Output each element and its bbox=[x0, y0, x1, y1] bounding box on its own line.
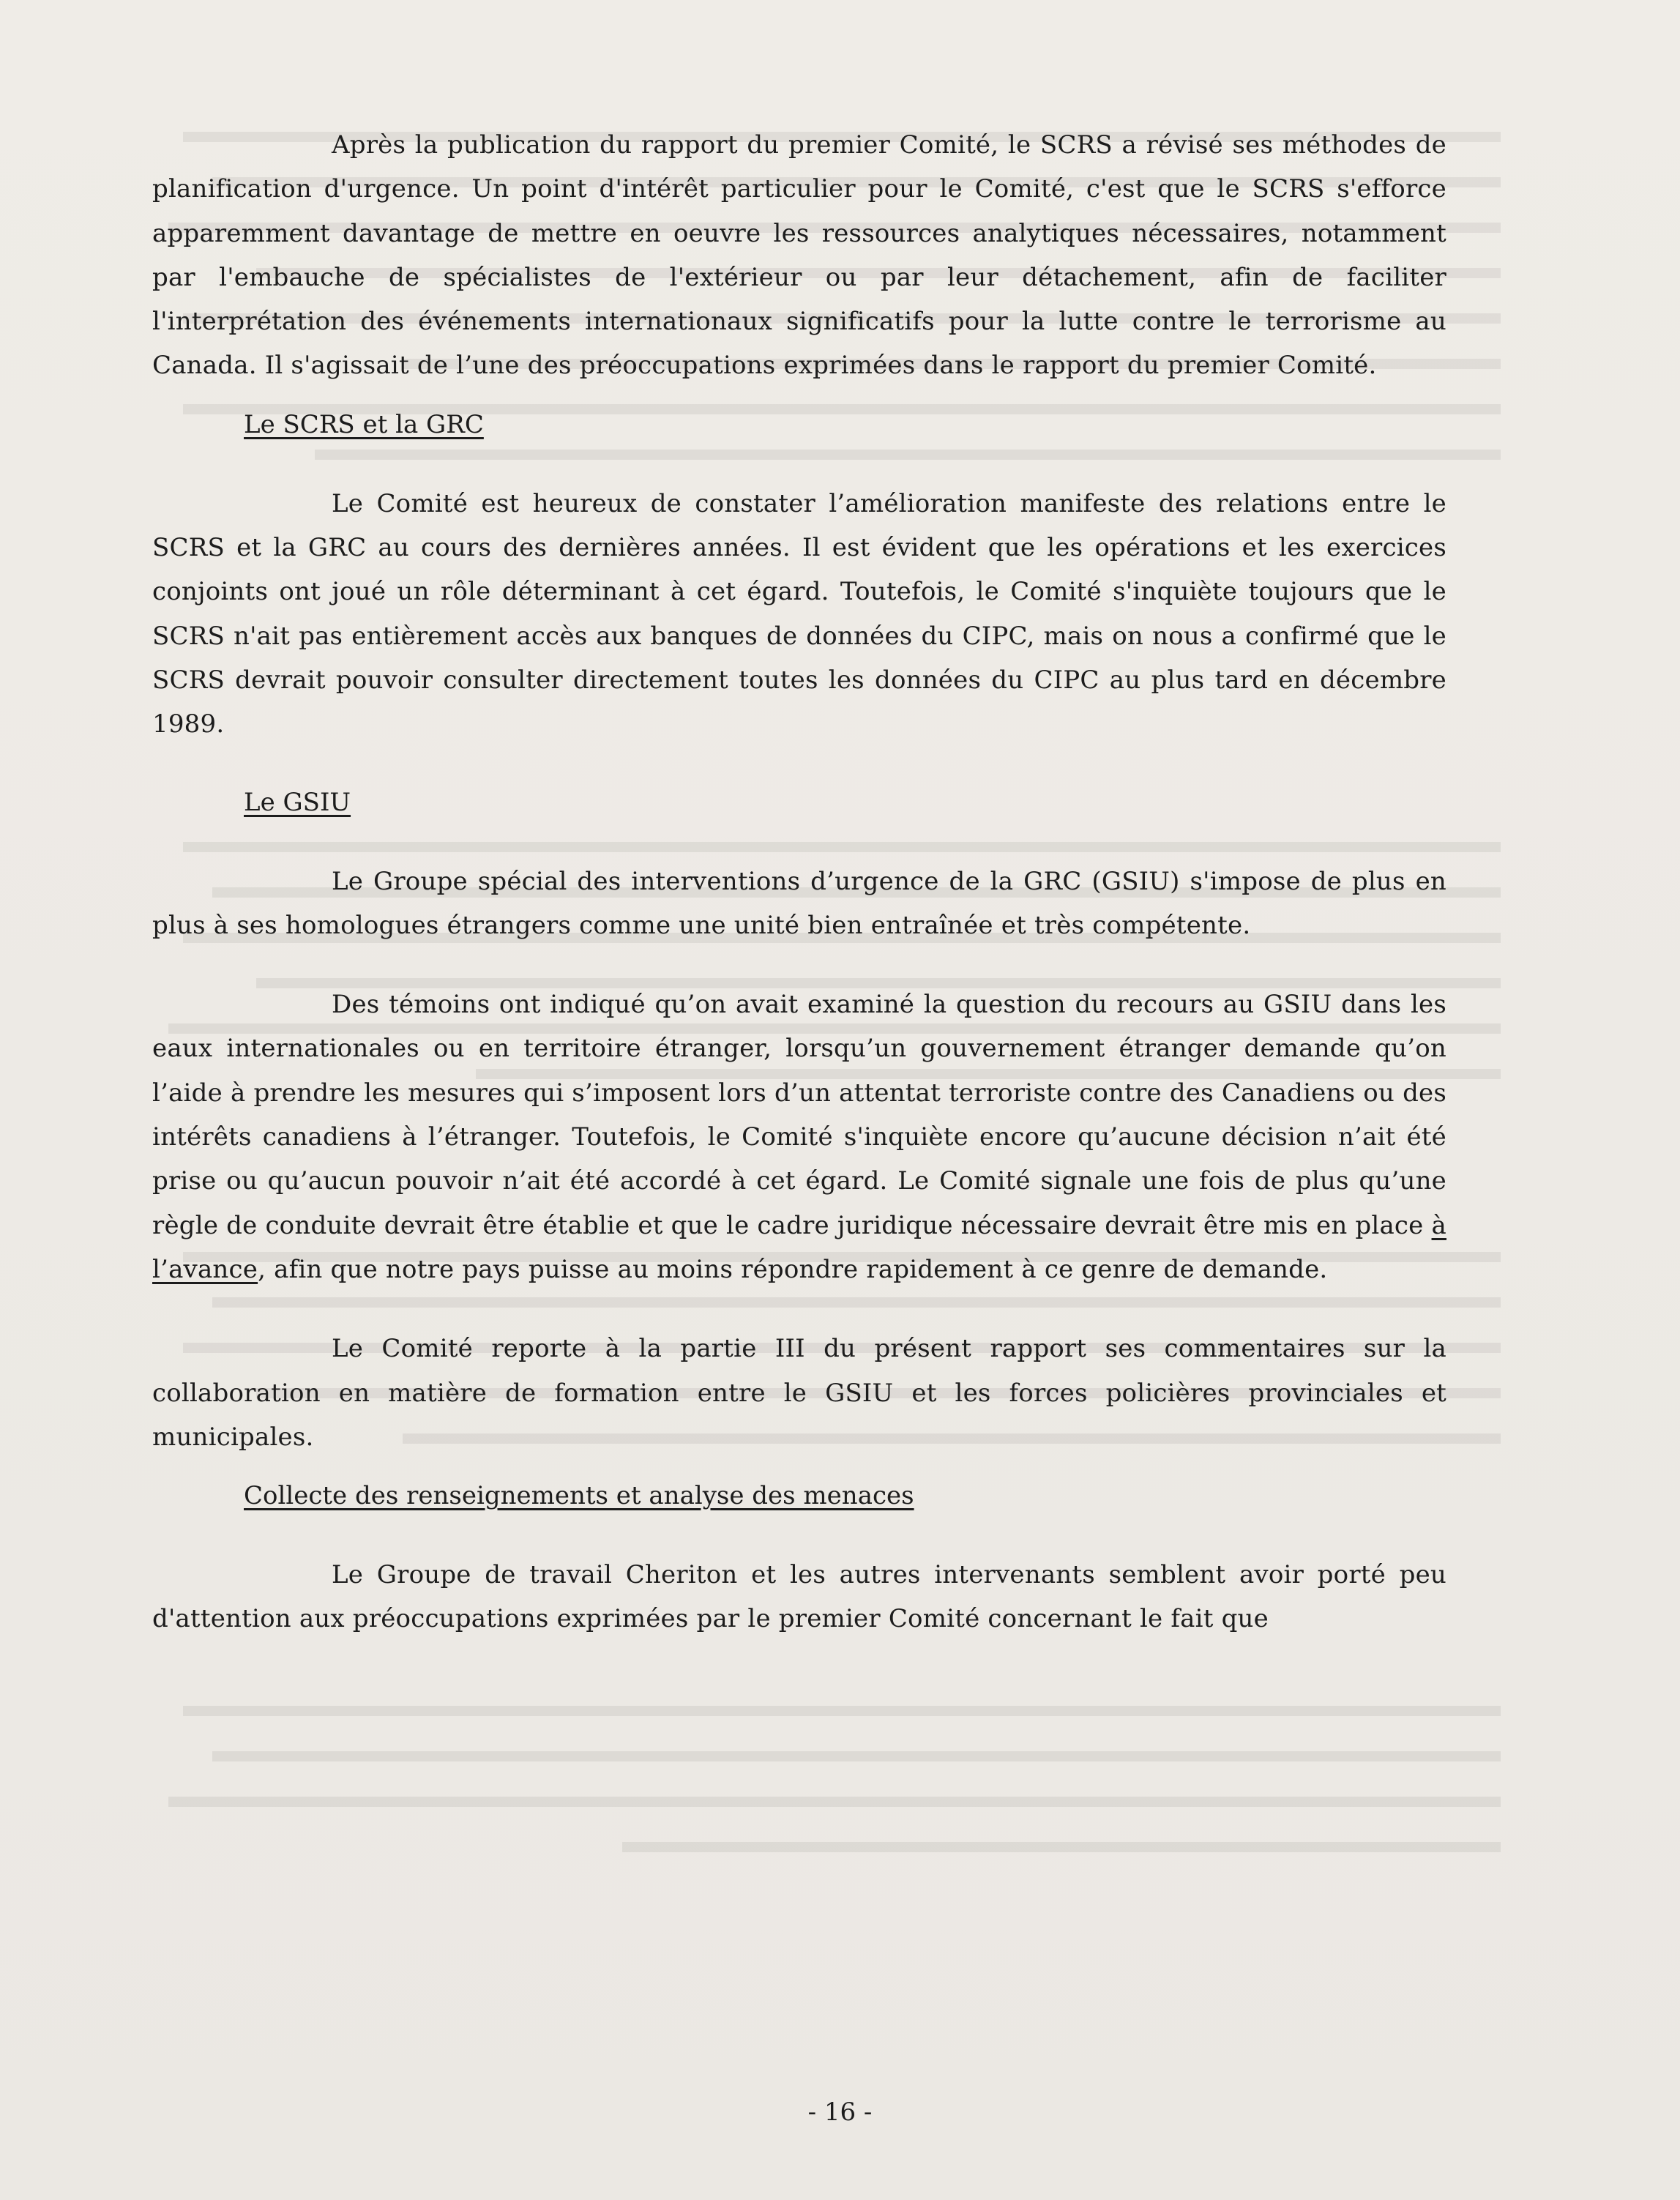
section-heading-intelligence-analysis-text: Collecte des renseignements et analyse des menaces bbox=[244, 1481, 914, 1511]
page-number: - 16 - bbox=[807, 2098, 873, 2127]
section-heading-scrs-grc-text: Le SCRS et la GRC bbox=[244, 409, 484, 439]
section-heading-scrs-grc bbox=[152, 403, 1446, 447]
paragraph-gsiu-competence: Le Groupe spécial des interventions d’urgence de la GRC (GSIU) s'impose de plus en plus à ses homologues étrangers comme une unité bien entraînée et très compétente. bbox=[152, 866, 1446, 940]
paragraph-gsiu-international-text-1: Des témoins ont indiqué qu’on avait examiné la question du recours au GSIU dans les eaux internationales ou en territoire étranger, lorsqu’un gouvernement étranger demande qu’on l’aide à prendre les mesures qui s’imposent lors d’un attentat terroriste contre des Canadiens ou des intérêts canadiens à l’étranger. Toutefois, le Comité s'inquiète encore qu’aucune décision n’ait été prise ou qu’aucun pouvoir n’ait été accordé à cet égard. Le Comité signale une fois de plus qu’une règle de conduite devrait être établie et que le cadre juridique nécessaire devrait être mis en place bbox=[152, 990, 1446, 1240]
paragraph-gsiu-international bbox=[152, 982, 1446, 1291]
section-heading-gsiu bbox=[152, 780, 1446, 824]
section-heading-intelligence-analysis bbox=[152, 1474, 1446, 1518]
paragraph-scrs-grc-relations: Le Comité est heureux de constater l’amélioration manifeste des relations entre le SCRS et la GRC au cours des dernières années. Il est évident que les opérations et les exercices conjoints ont joué un rôle déterminant à cet égard. Toutefois, le Comité s'inquiète toujours que le SCRS n'ait pas entièrement accès aux banques de données du CIPC, mais on nous a confirmé que le SCRS devrait pouvoir consulter directement toutes les données du CIPC au plus tard en décembre 1989. bbox=[152, 488, 1446, 739]
paragraph-contingency-planning: Après la publication du rapport du premier Comité, le SCRS a révisé ses méthodes de planification d'urgence. Un point d'intérêt particulier pour le Comité, c'est que le SCRS s'efforce apparemment davantage de mettre en oeuvre les ressources analytiques nécessaires, notamment par l'embauche de spécialistes de l'extérieur ou par leur détachement, afin de faciliter l'interprétation des événements internationaux significatifs pour la lutte contre le terrorisme au Canada. Il s'agissait de l’une des préoccupations exprimées dans le rapport du premier Comité. bbox=[152, 130, 1446, 381]
paragraph-cheriton-working-group: Le Groupe de travail Cheriton et les autres intervenants semblent avoir porté peu d'attention aux préoccupations exprimées par le premier Comité concernant le fait que bbox=[152, 1560, 1446, 1634]
emphasis-in-advance: à l’avance bbox=[152, 1210, 1446, 1284]
paragraph-gsiu-international-text-2: , afin que notre pays puisse au moins répondre rapidement à ce genre de demande. bbox=[258, 1254, 1328, 1284]
document-body bbox=[152, 113, 1446, 1641]
paragraph-training-collaboration: Le Comité reporte à la partie III du présent rapport ses commentaires sur la collaboration en matière de formation entre le GSIU et les forces policières provinciales et municipales. bbox=[152, 1334, 1446, 1452]
section-heading-gsiu-text: Le GSIU bbox=[244, 787, 351, 817]
